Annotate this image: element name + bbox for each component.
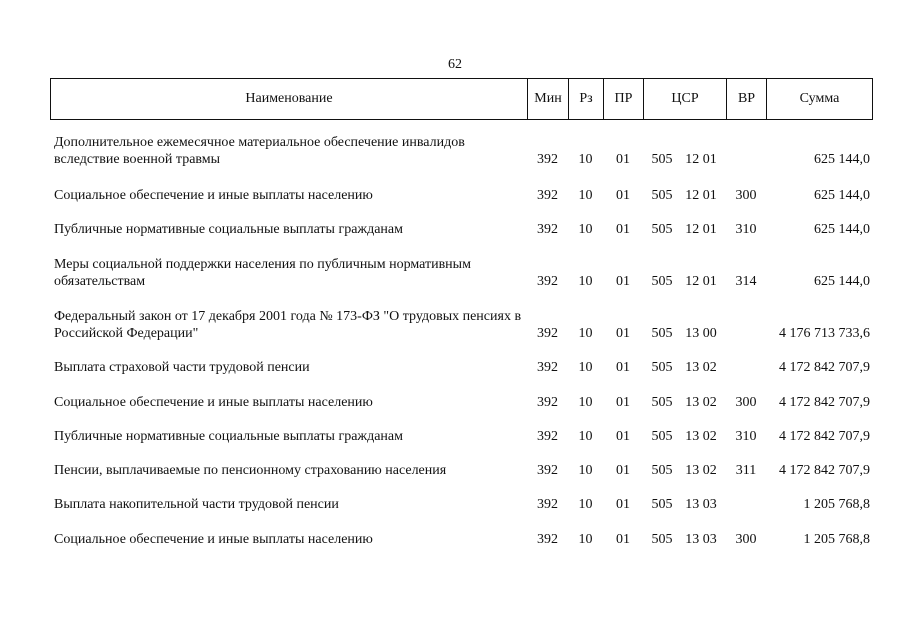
row-rz: 10 — [578, 532, 593, 547]
row-csr-program: 505 — [651, 360, 673, 375]
row-pr: 01 — [616, 274, 630, 289]
row-rz: 10 — [578, 463, 593, 478]
row-name: Социальное обеспечение и иные выплаты населению — [54, 188, 373, 203]
row-vr: 300 — [735, 532, 757, 547]
row-min: 392 — [537, 497, 558, 512]
row-name: Меры социальной поддержки населения по публичным нормативным обязательствам — [54, 257, 471, 289]
table-row — [50, 493, 873, 513]
row-csr-code: 13 03 — [685, 532, 717, 547]
row-name: Выплата страховой части трудовой пенсии — [54, 360, 310, 375]
table-row — [50, 184, 873, 204]
row-csr-code: 13 02 — [685, 463, 717, 478]
row-csr-program: 505 — [651, 395, 673, 410]
row-csr-program: 505 — [651, 532, 673, 547]
row-vr: 311 — [735, 463, 757, 478]
row-csr-code: 13 03 — [685, 497, 717, 512]
row-min: 392 — [537, 326, 558, 341]
row-csr-program: 505 — [651, 463, 673, 478]
row-pr: 01 — [616, 222, 630, 237]
row-rz: 10 — [578, 326, 593, 341]
header-rz: Рз — [569, 79, 604, 119]
row-pr: 01 — [616, 532, 630, 547]
row-csr-code: 12 01 — [685, 274, 717, 289]
row-sum: 625 144,0 — [814, 274, 870, 289]
row-csr-program: 505 — [651, 152, 673, 167]
row-min: 392 — [537, 188, 558, 203]
row-min: 392 — [537, 532, 558, 547]
row-min: 392 — [537, 463, 558, 478]
row-sum: 625 144,0 — [814, 222, 870, 237]
row-name: Дополнительное ежемесячное материальное обеспечение инвалидов вследствие военной травмы — [54, 135, 465, 167]
row-csr-code: 13 02 — [685, 395, 717, 410]
row-name: Выплата накопительной части трудовой пенсии — [54, 497, 339, 512]
row-sum: 4 176 713 733,6 — [779, 326, 870, 341]
row-rz: 10 — [578, 188, 593, 203]
header-csr: ЦСР — [644, 79, 727, 119]
row-sum: 4 172 842 707,9 — [779, 395, 870, 410]
row-min: 392 — [537, 222, 558, 237]
row-pr: 01 — [616, 360, 630, 375]
row-vr: 314 — [735, 274, 757, 289]
row-rz: 10 — [578, 274, 593, 289]
row-csr-program: 505 — [651, 188, 673, 203]
row-csr-code: 13 02 — [685, 360, 717, 375]
row-pr: 01 — [616, 395, 630, 410]
row-pr: 01 — [616, 463, 630, 478]
table-row — [50, 306, 873, 342]
row-sum: 4 172 842 707,9 — [779, 360, 870, 375]
page-number: 62 — [448, 57, 462, 72]
row-pr: 01 — [616, 152, 630, 167]
row-vr: 310 — [735, 222, 757, 237]
table-row — [50, 391, 873, 411]
row-vr: 310 — [735, 429, 757, 444]
table-row — [50, 528, 873, 548]
row-csr-code: 12 01 — [685, 222, 717, 237]
row-csr-program: 505 — [651, 497, 673, 512]
row-min: 392 — [537, 152, 558, 167]
row-rz: 10 — [578, 429, 593, 444]
row-csr-code: 13 02 — [685, 429, 717, 444]
row-csr-program: 505 — [651, 274, 673, 289]
row-min: 392 — [537, 360, 558, 375]
table-row — [50, 425, 873, 445]
table-row — [50, 459, 873, 479]
row-name: Федеральный закон от 17 декабря 2001 года № 173-ФЗ "О трудовых пенсиях в Российской Федерации" — [54, 309, 522, 341]
table-header — [50, 78, 873, 120]
row-name: Публичные нормативные социальные выплаты гражданам — [54, 429, 403, 444]
row-rz: 10 — [578, 497, 593, 512]
header-pr: ПР — [604, 79, 644, 119]
row-csr-code: 12 01 — [685, 188, 717, 203]
row-vr: 300 — [735, 395, 757, 410]
row-csr-code: 13 00 — [685, 326, 717, 341]
row-min: 392 — [537, 274, 558, 289]
row-sum: 625 144,0 — [814, 152, 870, 167]
table-row — [50, 218, 873, 238]
row-pr: 01 — [616, 497, 630, 512]
header-name: Наименование — [51, 79, 528, 119]
row-sum: 1 205 768,8 — [803, 497, 870, 512]
row-pr: 01 — [616, 429, 630, 444]
row-sum: 1 205 768,8 — [803, 532, 870, 547]
table-row — [50, 254, 873, 290]
row-rz: 10 — [578, 360, 593, 375]
row-csr-program: 505 — [651, 326, 673, 341]
row-rz: 10 — [578, 395, 593, 410]
row-min: 392 — [537, 429, 558, 444]
row-csr-code: 12 01 — [685, 152, 717, 167]
row-pr: 01 — [616, 326, 630, 341]
row-rz: 10 — [578, 222, 593, 237]
row-rz: 10 — [578, 152, 593, 167]
header-sum: Сумма — [799, 91, 840, 106]
row-csr-program: 505 — [651, 429, 673, 444]
header-vr: ВР — [727, 79, 767, 119]
row-csr-program: 505 — [651, 222, 673, 237]
row-min: 392 — [537, 395, 558, 410]
row-name: Социальное обеспечение и иные выплаты населению — [54, 395, 373, 410]
row-sum: 4 172 842 707,9 — [779, 429, 870, 444]
row-pr: 01 — [616, 188, 630, 203]
table-row — [50, 132, 873, 168]
row-sum: 4 172 842 707,9 — [779, 463, 870, 478]
row-name: Социальное обеспечение и иные выплаты населению — [54, 532, 373, 547]
row-sum: 625 144,0 — [814, 188, 870, 203]
header-min: Мин — [528, 79, 569, 119]
table-row — [50, 356, 873, 376]
row-name: Публичные нормативные социальные выплаты гражданам — [54, 222, 403, 237]
row-name: Пенсии, выплачиваемые по пенсионному страхованию населения — [54, 463, 447, 478]
row-vr: 300 — [735, 188, 757, 203]
